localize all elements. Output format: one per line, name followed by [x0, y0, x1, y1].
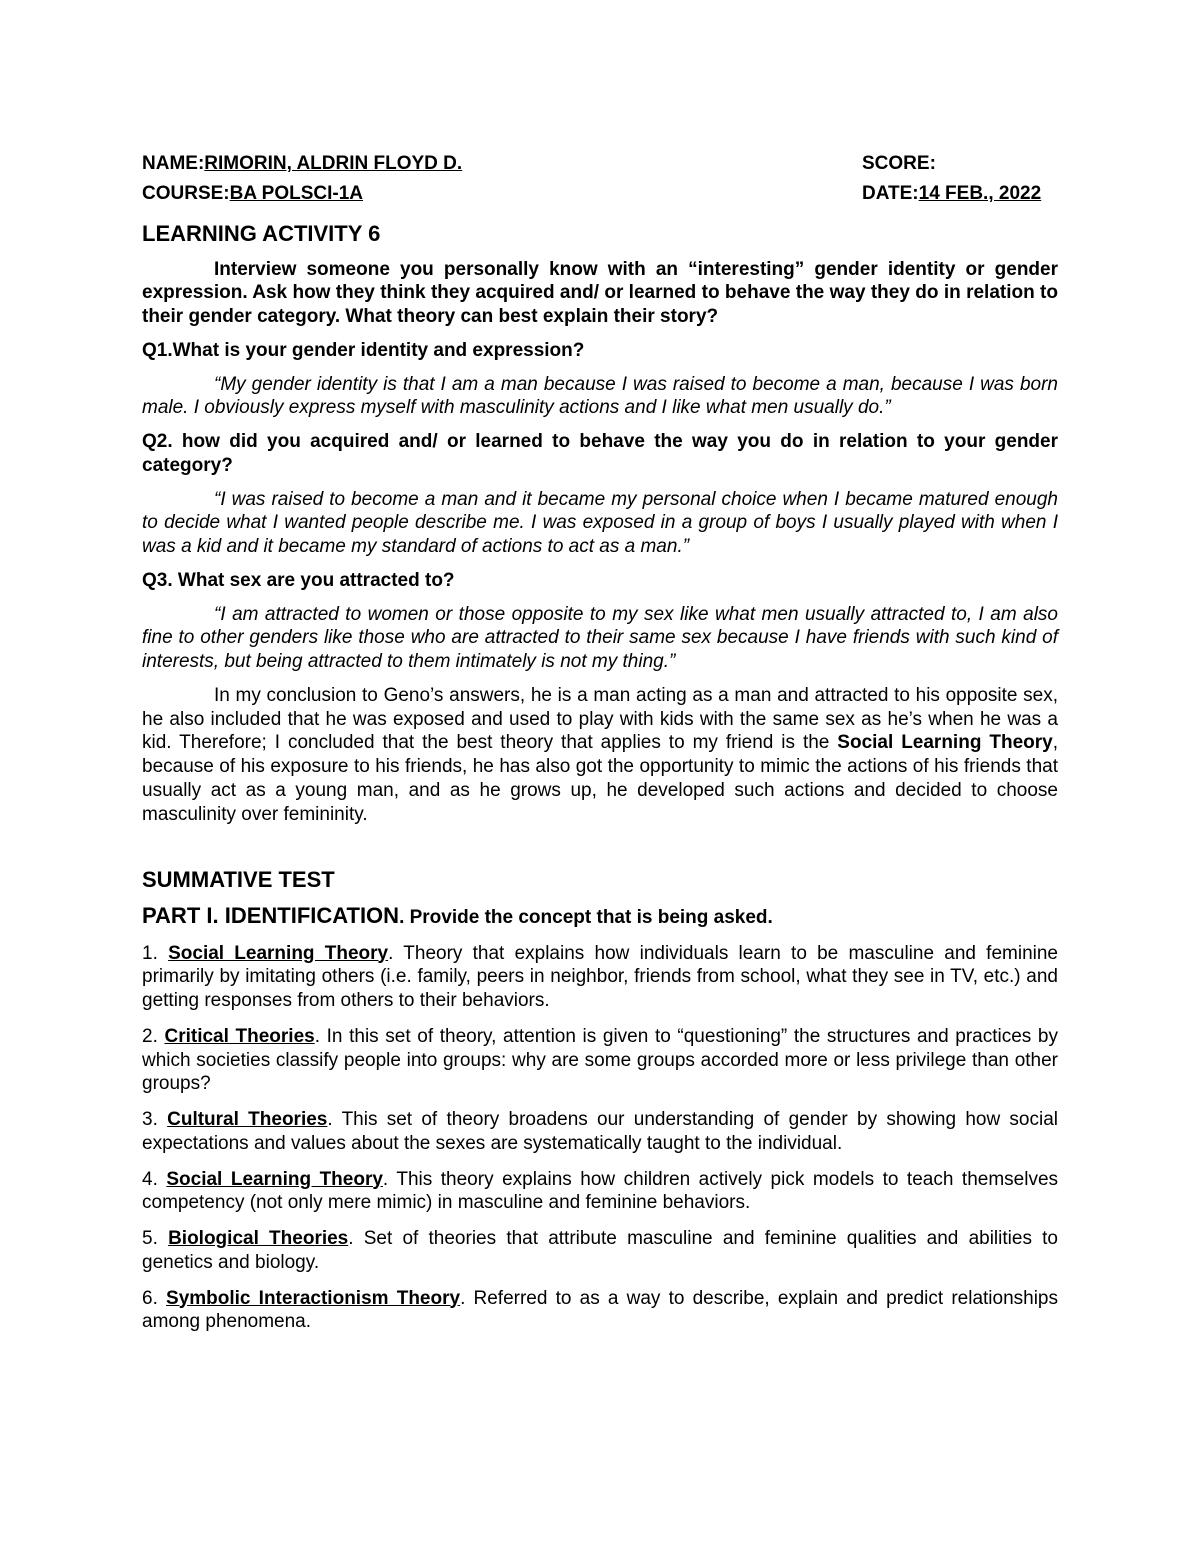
conclusion-text-before: In my conclusion to Geno’s answers, he is a man acting as a man and attracted to his opposite sex, he also included that he was exposed and used to play with kids with the same sex as he’s when he was a kid. Therefore; I concluded that the best theory that applies to my friend is the — [142, 684, 1058, 754]
item-answer: Social Learning Theory — [166, 1168, 383, 1190]
item-number: 4. — [142, 1168, 167, 1190]
identification-item — [142, 1227, 1058, 1275]
identification-item — [142, 1287, 1058, 1335]
date-label: DATE: — [862, 183, 919, 204]
summative-title: SUMMATIVE TEST — [142, 867, 335, 893]
item-number: 1. — [142, 942, 169, 964]
item-answer: Symbolic Interactionism Theory — [166, 1287, 461, 1309]
name-label: NAME: — [142, 153, 205, 174]
part-heading — [142, 902, 1058, 930]
item-number: 2. — [142, 1025, 165, 1047]
identification-item — [142, 1025, 1058, 1096]
question-3: Q3. What sex are you attracted to? — [142, 569, 455, 591]
conclusion-theory: Social Learning Theory — [837, 732, 1053, 754]
item-number: 5. — [142, 1228, 169, 1249]
date-value: 14 FEB., 2022 — [918, 183, 1042, 204]
answer-1: “My gender identity is that I am a man because I was raised to become a man, because I was born male. I obviously express myself with masculinity actions and I like what men usually do.” — [142, 373, 1058, 419]
header-row-course — [142, 182, 1058, 212]
conclusion-text-after: , because of his exposure to his friends, he has also got the opportunity to mimic the actions of his friends that usually act as a young man, and as he grows up, he developed such actions and decided to choose masculinity over femininity. — [142, 732, 1058, 825]
item-answer: Cultural Theories — [167, 1109, 328, 1130]
score-field — [862, 152, 936, 176]
document-page — [142, 152, 1058, 1346]
answer-3: “I am attracted to women or those opposite to my sex like what men usually attracted to, I am also fine to other genders like those who are attracted to their same sex because I have friends with such kind of interests, but being attracted to them intimately is not my thing.” — [142, 603, 1058, 672]
question-2: Q2. how did you acquired and/ or learned to behave the way you do in relation to your gender category? — [142, 431, 1058, 476]
item-number: 3. — [142, 1109, 168, 1130]
item-answer: Biological Theories — [168, 1228, 349, 1249]
part-title: PART I. IDENTIFICATION — [142, 902, 400, 928]
activity-title: LEARNING ACTIVITY 6 — [142, 221, 381, 246]
item-text: . Referred to as a way to describe, explain and predict relationships among phenomena. — [142, 1287, 1058, 1333]
item-text: . This set of theory broadens our understanding of gender by showing how social expectations and values about the sexes are systematically taught to the individual. — [142, 1109, 1059, 1154]
course-field — [142, 182, 363, 206]
item-answer: Social Learning Theory — [168, 942, 389, 964]
score-label: SCORE: — [862, 153, 936, 174]
answer-2: “I was raised to become a man and it became my personal choice when I became matured enough to decide what I wanted people describe me. I was exposed in a group of boys I usually played with when I was a kid and it became my standard of actions to act as a man.” — [142, 488, 1058, 557]
identification-item — [142, 1108, 1058, 1156]
course-label: COURSE: — [142, 183, 230, 204]
header-row-name — [142, 152, 1058, 182]
name-field — [142, 152, 462, 176]
item-text: . This theory explains how children actively pick models to teach themselves competency (not only mere mimic) in masculine and feminine behaviors. — [142, 1168, 1059, 1214]
question-1: Q1.What is your gender identity and expression? — [142, 339, 585, 361]
date-field — [862, 182, 1041, 206]
conclusion-paragraph — [142, 684, 1058, 827]
activity-instructions: Interview someone you personally know with an “interesting” gender identity or gender expression. Ask how they think they acquired and/ or learned to behave the way they do in relation to their gender category. What theory can best explain their story? — [142, 258, 1058, 327]
item-text: . In this set of theory, attention is given to “questioning” the structures and practices by which societies classify people into groups: why are some groups accorded more or less privilege than other groups? — [142, 1025, 1059, 1095]
name-value: RIMORIN, ALDRIN FLOYD D. — [204, 153, 463, 174]
identification-item — [142, 942, 1058, 1013]
item-text: . Theory that explains how individuals learn to be masculine and feminine primarily by imitating others (i.e. family, peers in neighbor, friends from school, what they see in TV, etc.) and getting responses from others to their behaviors. — [142, 942, 1059, 1011]
item-text: . Set of theories that attribute masculine and feminine qualities and abilities to genetics and biology. — [142, 1228, 1058, 1273]
part-instruction: . Provide the concept that is being asked. — [399, 906, 773, 928]
identification-item — [142, 1168, 1058, 1216]
item-number: 6. — [142, 1287, 167, 1309]
course-value: BA POLSCI-1A — [229, 183, 363, 204]
item-answer: Critical Theories — [164, 1025, 315, 1047]
